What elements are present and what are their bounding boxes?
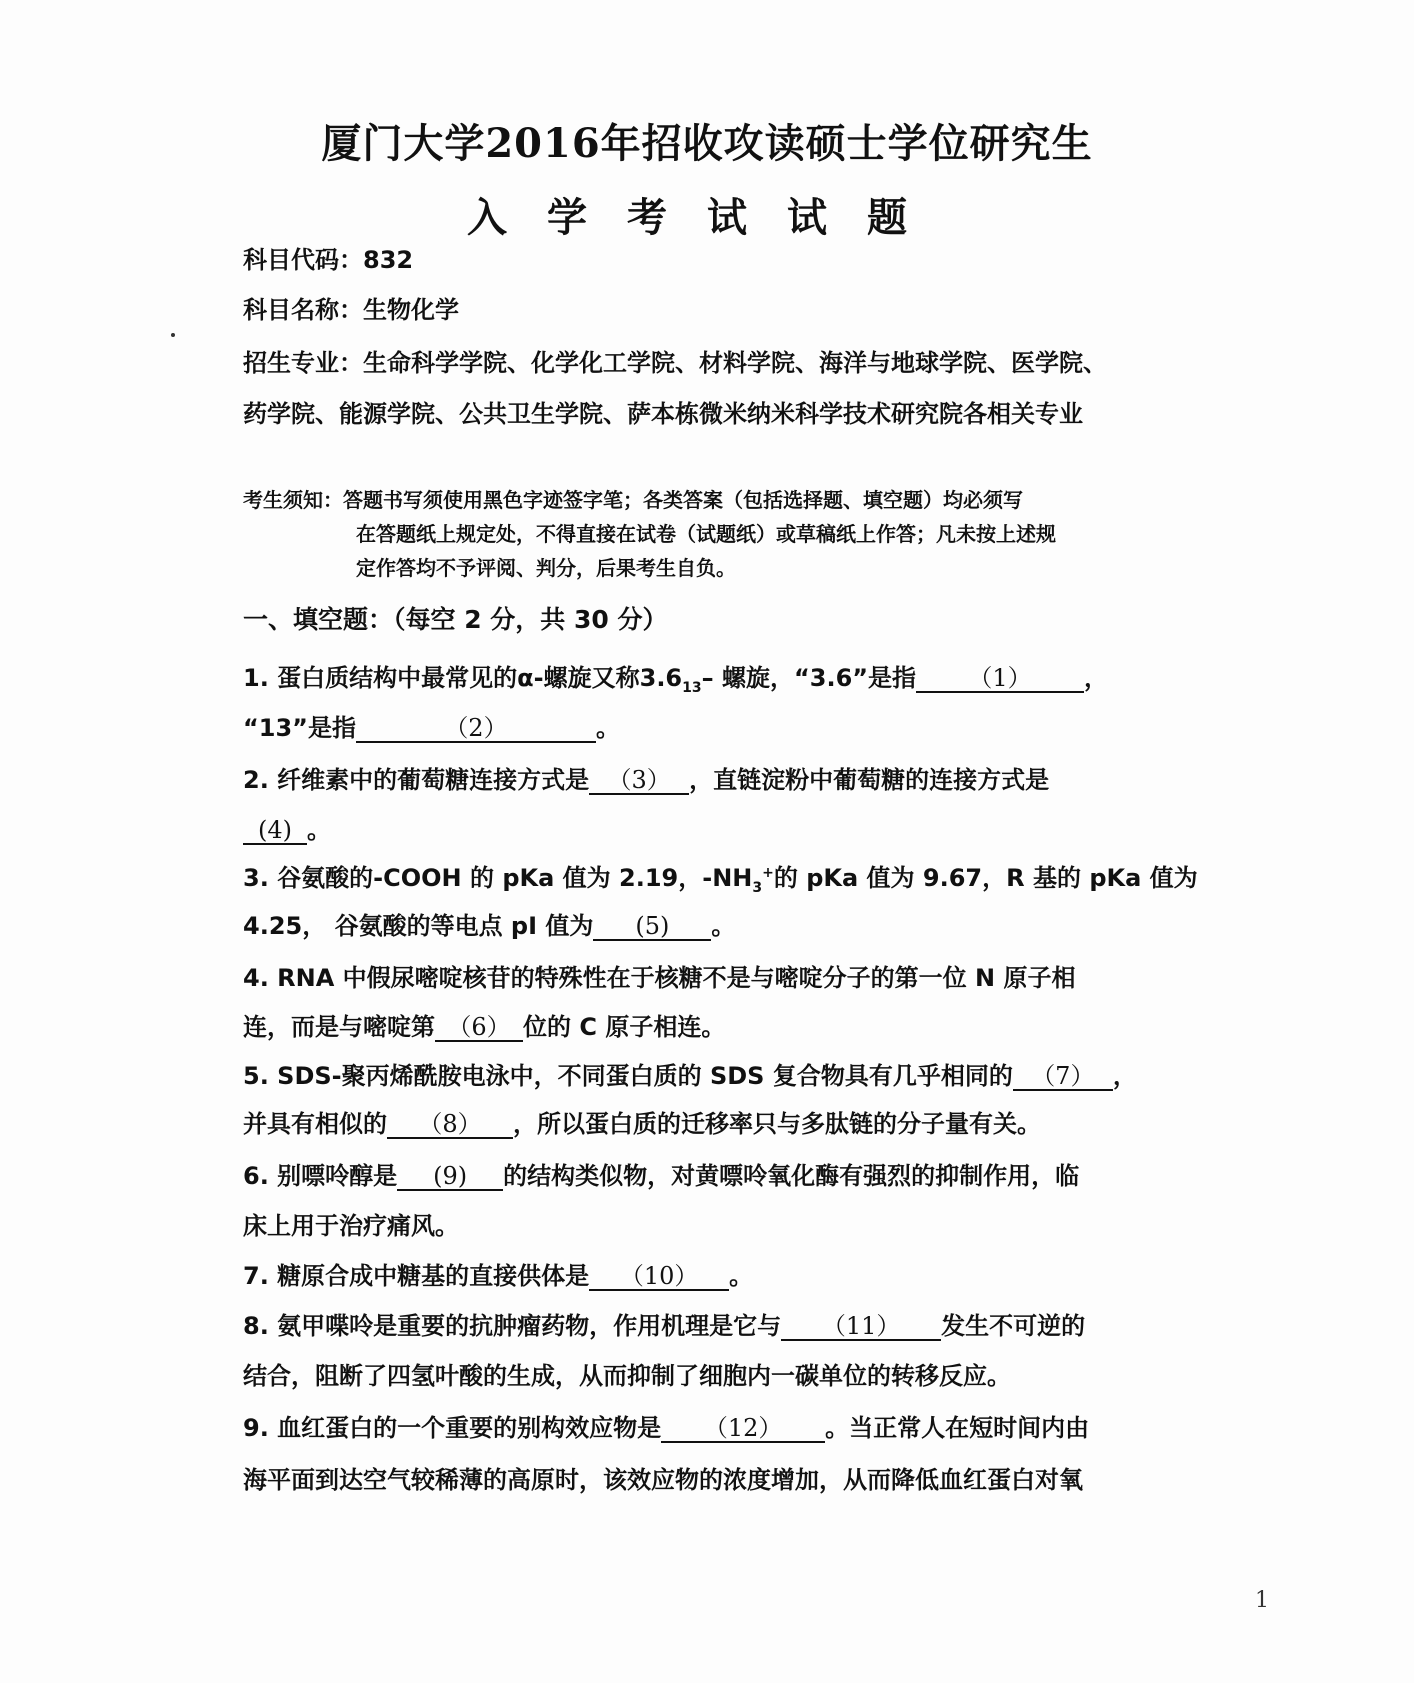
question-text: 并具有相似的	[243, 1110, 387, 1138]
blank-9[interactable]: (9)	[397, 1163, 503, 1191]
subject-name: 生物化学	[363, 296, 459, 324]
subject-code-label: 科目代码：	[243, 246, 363, 274]
notice-line-3	[356, 552, 736, 581]
subject-code-line	[243, 240, 413, 275]
question-text: ，	[1084, 664, 1109, 692]
question-5-line-1	[243, 1056, 1137, 1091]
exam-subtitle: 入学考试试题	[467, 194, 947, 241]
subscript: 3	[752, 879, 763, 896]
subscript: 13	[682, 679, 702, 696]
section-title: 一、填空题：（每空 2 分，共 30 分）	[243, 605, 668, 634]
majors-label: 招生专业：	[243, 349, 363, 377]
notice-text-3: 定作答均不予评阅、判分，后果考生自负。	[356, 556, 736, 580]
question-text: – 螺旋，“3.6”是指	[701, 664, 917, 692]
question-2-line-2	[243, 810, 331, 845]
question-text: 8. 氨甲喋呤是重要的抗肿瘤药物，作用机理是它与	[243, 1312, 782, 1340]
blank-6[interactable]: （6）	[435, 1014, 523, 1042]
notice-text-2: 在答题纸上规定处，不得直接在试卷（试题纸）或草稿纸上作答；凡未按上述规	[356, 522, 1056, 546]
question-text: 。	[711, 912, 736, 940]
majors-text-2: 药学院、能源学院、公共卫生学院、萨本栋微米纳米科学技术研究院各相关专业	[243, 400, 1083, 428]
blank-5[interactable]: (5)	[593, 913, 711, 941]
question-9-line-1	[243, 1408, 1089, 1443]
question-text: 4. RNA 中假尿嘧啶核苷的特殊性在于核糖不是与嘧啶分子的第一位 N 原子相	[243, 964, 1076, 992]
question-text: 6. 别嘌呤醇是	[243, 1162, 398, 1190]
blank-2[interactable]: （2）	[356, 715, 596, 743]
question-text: 的结构类似物，对黄嘌呤氧化酶有强烈的抑制作用，临	[503, 1162, 1080, 1190]
notice-label: 考生须知：	[243, 488, 343, 512]
question-text: 位的 C 原子相连。	[523, 1013, 726, 1041]
question-7-line-1	[243, 1256, 753, 1291]
question-text: 5. SDS-聚丙烯酰胺电泳中，不同蛋白质的 SDS 复合物具有几乎相同的	[243, 1062, 1013, 1090]
question-9-line-2	[243, 1460, 1083, 1495]
blank-3[interactable]: （3）	[589, 767, 689, 795]
notice-text-1: 答题书写须使用黑色字迹签字笔；各类答案（包括选择题、填空题）均必须写	[343, 488, 1023, 512]
question-text: ，直链淀粉中葡萄糖的连接方式是	[689, 766, 1050, 794]
question-4-line-2	[243, 1007, 725, 1042]
majors-text-1: 生命科学学院、化学化工学院、材料学院、海洋与地球学院、医学院、	[363, 349, 1107, 377]
subject-name-line	[243, 290, 459, 325]
question-4-line-1	[243, 958, 1075, 993]
question-8-line-2	[243, 1356, 1011, 1391]
question-text: ，	[1112, 1062, 1137, 1090]
question-text: ，所以蛋白质的迁移率只与多肽链的分子量有关。	[513, 1110, 1041, 1138]
scan-speck	[171, 333, 175, 337]
question-8-line-1	[243, 1306, 1085, 1341]
question-1-line-2	[243, 708, 620, 743]
blank-8[interactable]: （8）	[387, 1111, 513, 1139]
question-text: 床上用于治疗痛风。	[243, 1212, 459, 1240]
blank-12[interactable]: （12）	[661, 1415, 825, 1443]
question-3-line-1	[243, 858, 1198, 896]
question-text: 的 pKa 值为 9.67，R 基的 pKa 值为	[773, 864, 1198, 892]
majors-line-1	[243, 343, 1107, 378]
notice-line-2	[356, 518, 1056, 547]
question-text: 。	[729, 1262, 754, 1290]
question-6-line-1	[243, 1156, 1079, 1191]
notice-line-1	[243, 484, 1023, 513]
question-1-line-1	[243, 658, 1108, 696]
question-6-line-2	[243, 1206, 459, 1241]
blank-4[interactable]: (4)	[243, 817, 307, 845]
majors-line-2	[243, 394, 1083, 429]
question-text: 。	[595, 714, 620, 742]
question-3-line-2	[243, 906, 735, 941]
blank-1[interactable]: （1）	[916, 665, 1084, 693]
question-text: 海平面到达空气较稀薄的高原时，该效应物的浓度增加，从而降低血红蛋白对氧	[243, 1466, 1083, 1494]
question-text: 9. 血红蛋白的一个重要的别构效应物是	[243, 1414, 662, 1442]
question-text: 7. 糖原合成中糖基的直接供体是	[243, 1262, 590, 1290]
question-2-line-1	[243, 760, 1049, 795]
question-text: 2. 纤维素中的葡萄糖连接方式是	[243, 766, 590, 794]
question-5-line-2	[243, 1104, 1041, 1139]
blank-11[interactable]: （11）	[781, 1313, 941, 1341]
question-text: “13”是指	[243, 714, 356, 742]
question-text: 1. 蛋白质结构中最常见的α-螺旋又称3.6	[243, 664, 683, 692]
page-number: 1	[1255, 1588, 1269, 1613]
question-text: 结合，阻断了四氢叶酸的生成，从而抑制了细胞内一碳单位的转移反应。	[243, 1362, 1011, 1390]
question-text: 4.25， 谷氨酸的等电点 pI 值为	[243, 912, 594, 940]
blank-10[interactable]: （10）	[589, 1263, 729, 1291]
question-text: 发生不可逆的	[941, 1312, 1086, 1340]
question-text: 。	[307, 816, 331, 844]
subject-name-label: 科目名称：	[243, 296, 363, 324]
superscript: +	[762, 865, 774, 881]
exam-title: 厦门大学2016年招收攻读硕士学位研究生	[321, 120, 1093, 167]
blank-7[interactable]: （7）	[1013, 1063, 1113, 1091]
question-text: 3. 谷氨酸的-COOH 的 pKa 值为 2.19，-NH	[243, 864, 753, 892]
subject-code: 832	[363, 246, 414, 274]
question-text: 。当正常人在短时间内由	[825, 1414, 1090, 1442]
question-text: 连，而是与嘧啶第	[243, 1013, 435, 1041]
